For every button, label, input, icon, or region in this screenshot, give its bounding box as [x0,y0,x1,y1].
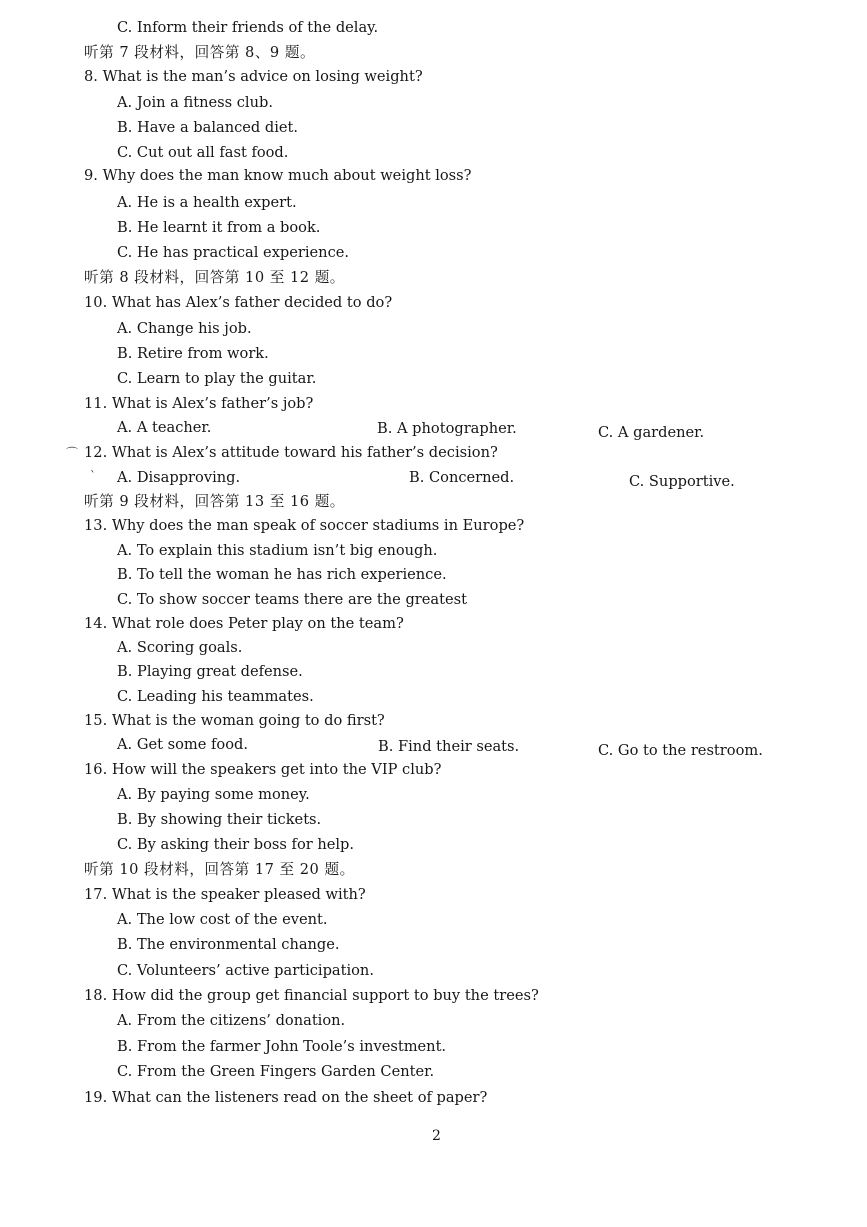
option-text: C. Inform their friends of the delay. [117,19,379,36]
question-text: 12. What is Alex’s attitude toward his father’s decision? [84,444,498,461]
option-text: B. To tell the woman he has rich experience. [117,566,447,583]
option-text: A. From the citizens’ donation. [117,1012,346,1029]
option-b: B. A photographer. [377,420,517,437]
option-text: A. To explain this stadium isn’t big enough. [117,542,438,559]
option-text: B. Playing great defense. [117,663,303,680]
option-text: C. From the Green Fingers Garden Center. [117,1063,435,1080]
stray-mark: ˋ [90,469,96,483]
section-heading: 听第 9 段材料，回答第 13 至 16 题。 [84,493,345,510]
option-b: B. Concerned. [409,469,515,486]
option-text: B. He learnt it from a book. [117,219,321,236]
option-a: A. A teacher. [117,419,212,436]
question-text: 10. What has Alex’s father decided to do? [84,294,393,311]
option-text: C. Leading his teammates. [117,688,314,705]
option-text: A. The low cost of the event. [117,911,328,928]
option-b: B. Find their seats. [378,738,520,755]
question-text: 9. Why does the man know much about weight loss? [84,167,472,184]
question-text: 15. What is the woman going to do first? [84,712,385,729]
option-text: C. Cut out all fast food. [117,144,289,161]
option-text: C. He has practical experience. [117,244,350,261]
section-heading: 听第 7 段材料，回答第 8、9 题。 [84,44,316,61]
section-heading: 听第 10 段材料，回答第 17 至 20 题。 [84,861,355,878]
option-text: B. Retire from work. [117,345,269,362]
question-text: 8. What is the man’s advice on losing weight? [84,68,423,85]
option-c: C. Go to the restroom. [598,742,763,759]
question-text: 16. How will the speakers get into the VIP club? [84,761,442,778]
question-text: 14. What role does Peter play on the team? [84,615,404,632]
option-c: C. A gardener. [598,424,705,441]
question-text: 17. What is the speaker pleased with? [84,886,366,903]
option-a: A. Get some food. [117,736,248,753]
option-text: B. Have a balanced diet. [117,119,299,136]
option-text: A. He is a health expert. [117,194,297,211]
option-text: A. Change his job. [117,320,252,337]
question-text: 13. Why does the man speak of soccer stadiums in Europe? [84,517,525,534]
option-text: C. To show soccer teams there are the greatest [117,591,467,608]
option-text: B. By showing their tickets. [117,811,322,828]
option-text: B. The environmental change. [117,936,340,953]
question-text: 18. How did the group get financial support to buy the trees? [84,987,539,1004]
question-text: 19. What can the listeners read on the sheet of paper? [84,1089,488,1106]
option-text: A. Join a fitness club. [117,94,273,111]
option-text: C. Learn to play the guitar. [117,370,317,387]
option-text: C. By asking their boss for help. [117,836,355,853]
option-a: A. Disapproving. [117,469,241,486]
question-text: 11. What is Alex’s father’s job? [84,395,314,412]
stray-mark: ⌒ [66,446,79,460]
option-text: A. Scoring goals. [117,639,243,656]
option-text: A. By paying some money. [117,786,310,803]
section-heading: 听第 8 段材料，回答第 10 至 12 题。 [84,269,345,286]
option-text: C. Volunteers’ active participation. [117,962,374,979]
page-number: 2 [432,1128,441,1144]
option-c: C. Supportive. [629,473,735,490]
option-text: B. From the farmer John Toole’s investment. [117,1038,447,1055]
